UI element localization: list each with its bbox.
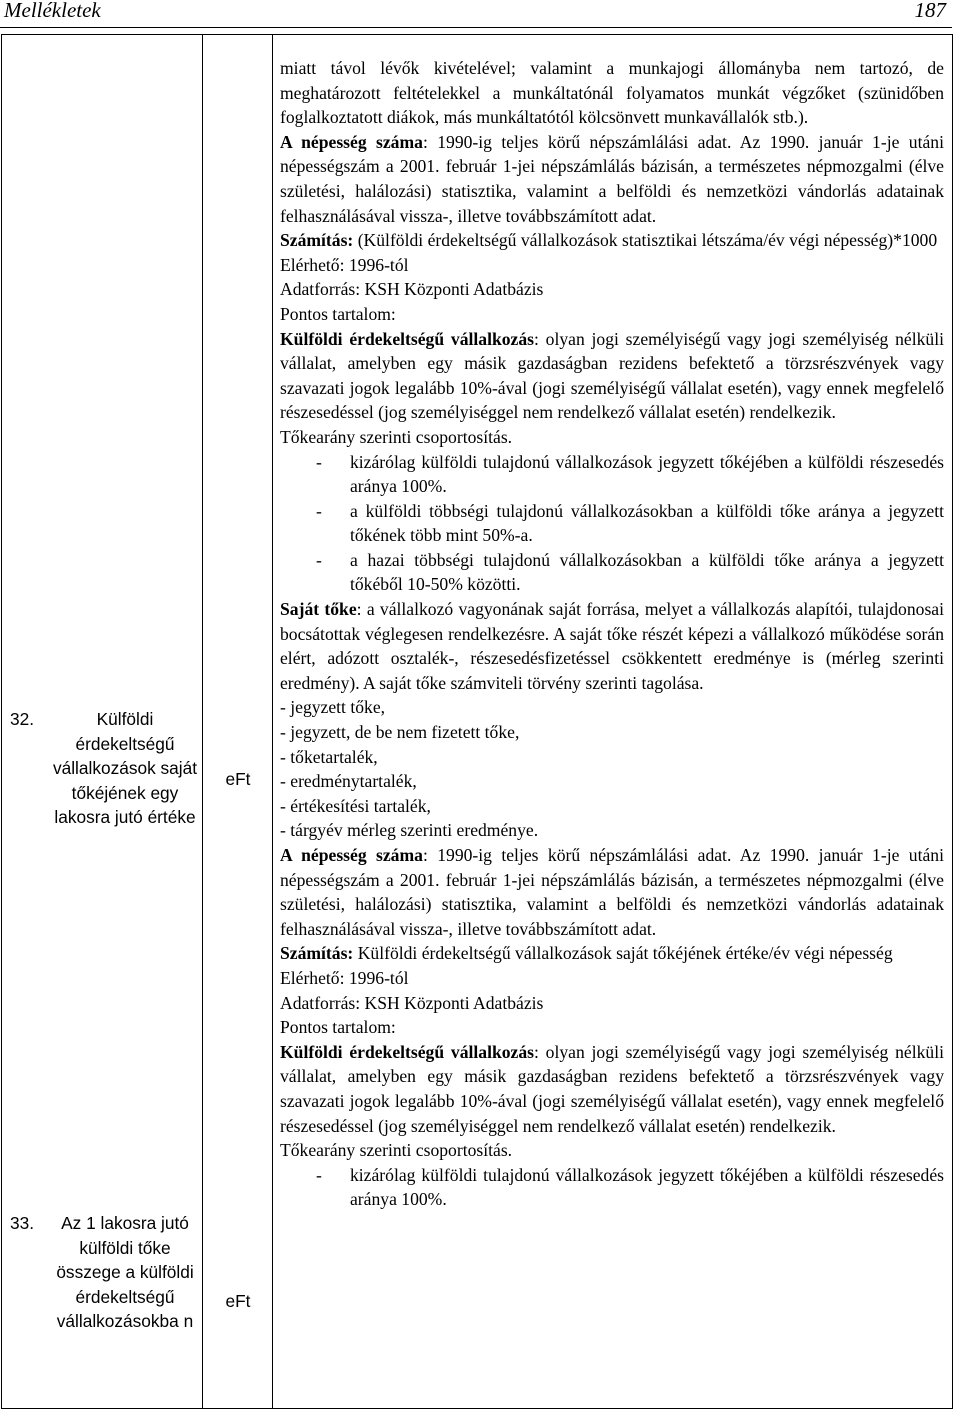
- equity-definition: Saját tőke: a vállalkozó vagyonának saját forrása, melyet a vállalkozás alapítói, tulajdonosai bocsátottak véglegesen rendelkezésre. A saját tőke részét képezi a vállalkozó működése során elért, adózott osztalék-, részesedésfizetéssel csökkentett eredménye is (mérleg szerinti eredmény). A saját tőke számviteli törvény szerinti tagolása.: [280, 599, 944, 693]
- indicator-table: [1, 34, 953, 1409]
- unit-32: eFt: [225, 769, 251, 789]
- section-title: Mellékletek: [4, 0, 101, 22]
- list-item: - kizárólag külföldi tulajdonú vállalkozások jegyzett tőkéjében a külföldi részesedés aránya 100%.: [316, 1164, 944, 1210]
- list-item: - a külföldi többségi tulajdonú vállalkozásokban a külföldi tőke aránya a jegyzett tőkének több mint 50%-a.: [316, 500, 944, 546]
- unit-column: [203, 35, 273, 1409]
- list-item: - értékesítési tartalék,: [280, 795, 431, 816]
- foreign-enterprise-definition: Külföldi érdekeltségű vállalkozás: olyan jogi személyiségű vagy jogi személyiség nélküli vállalat, amelyben egy másik gazdaságban rezidens befektető a törzsrészvények vagy szavazati jogok legalább 10%-ával (jogi személyiségű vállalat esetén), vagy ennek megfelelő részesedéssel (jog személyiséggel nem rendelkező vállalat esetén) rendelkezik.: [280, 328, 944, 423]
- capital-ratio-grouping: Tőkearány szerinti csoportosítás.: [280, 1140, 513, 1161]
- exact-content-label: Pontos tartalom:: [280, 303, 396, 324]
- population-definition: A népesség száma: 1990-ig teljes körű népszámlálási adat. Az 1990. január 1-je utáni népességszám a 2001. február 1-jei népszámlálás bázisán, a természetes népmozgalmi (élve születési, halálozási) statisztika, valamint a belföldi és nemzetközi vándorlás adatainak felhasználásával vissza-, illetve továbbszámított adat.: [280, 131, 944, 226]
- list-item: - tőketartalék,: [280, 746, 378, 767]
- population-definition: A népesség száma: 1990-ig teljes körű népszámlálási adat. Az 1990. január 1-je utáni népességszám a 2001. február 1-jei népszámlálás bázisán, a természetes népmozgalmi (élve születési, halálozási) statisztika, valamint a belföldi és nemzetközi vándorlás adatainak felhasználásával vissza-, illetve továbbszámított adat.: [280, 845, 944, 939]
- exact-content-label: Pontos tartalom:: [280, 1017, 396, 1038]
- description-column: [273, 35, 953, 1409]
- list-item: - tárgyév mérleg szerinti eredménye.: [280, 820, 539, 841]
- page-header: [0, 0, 960, 28]
- availability: Elérhető: 1996-tól: [280, 967, 409, 988]
- data-source: Adatforrás: KSH Központi Adatbázis: [280, 992, 544, 1013]
- availability: Elérhető: 1996-tól: [280, 254, 409, 275]
- indicator-name-column: [2, 35, 203, 1409]
- indicator-number: 33.: [10, 1213, 35, 1233]
- header-rule: [0, 27, 952, 28]
- list-item: - kizárólag külföldi tulajdonú vállalkozások jegyzett tőkéjében a külföldi részesedés aránya 100%.: [316, 451, 944, 497]
- capital-ratio-grouping: Tőkearány szerinti csoportosítás.: [280, 426, 513, 447]
- indicator-number: 32.: [10, 709, 35, 729]
- calculation: Számítás: Külföldi érdekeltségű vállalkozások saját tőkéjének értéke/év végi népesség: [280, 943, 893, 964]
- page-number: 187: [914, 0, 946, 22]
- unit-33: eFt: [225, 1291, 251, 1311]
- list-item: - a hazai többségi tulajdonú vállalkozásokban a külföldi tőke aránya a jegyzett tőkéből 10-50% közötti.: [316, 549, 944, 595]
- indicator-label: Külföldi érdekeltségű vállalkozások saját tőkéjének egy lakosra jutó értéke: [52, 709, 198, 828]
- list-item: - jegyzett, de be nem fizetett tőke,: [280, 722, 520, 743]
- list-item: - jegyzett tőke,: [280, 697, 386, 718]
- indicator-label: Az 1 lakosra jutó külföldi tőke összege a külföldi érdekeltségű vállalkozásokba n: [56, 1213, 194, 1332]
- intro-paragraph: miatt távol lévők kivételével; valamint a munkajogi állományba nem tartozó, de meghatározott feltételekkel a munkáltatónál folyamatos munkát végzőket (szünidőben foglalkoztatott diákok, más munkáltatótól kölcsönvett munkavállalók stb.).: [280, 58, 944, 128]
- list-item: - eredménytartalék,: [280, 771, 417, 792]
- calculation: Számítás: (Külföldi érdekeltségű vállalkozások statisztikai létszáma/év végi népesség)*1000: [280, 230, 938, 251]
- foreign-enterprise-definition: Külföldi érdekeltségű vállalkozás: olyan jogi személyiségű vagy jogi személyiség nélküli vállalat, amelyben egy másik gazdaságban rezidens befektető a törzsrészvények vagy szavazati jogok legalább 10%-ával (jogi személyiségű vállalat esetén), vagy ennek megfelelő részesedéssel (jog személyiséggel nem rendelkező vállalat esetén) rendelkezik.: [280, 1041, 944, 1136]
- data-source: Adatforrás: KSH Központi Adatbázis: [280, 279, 544, 300]
